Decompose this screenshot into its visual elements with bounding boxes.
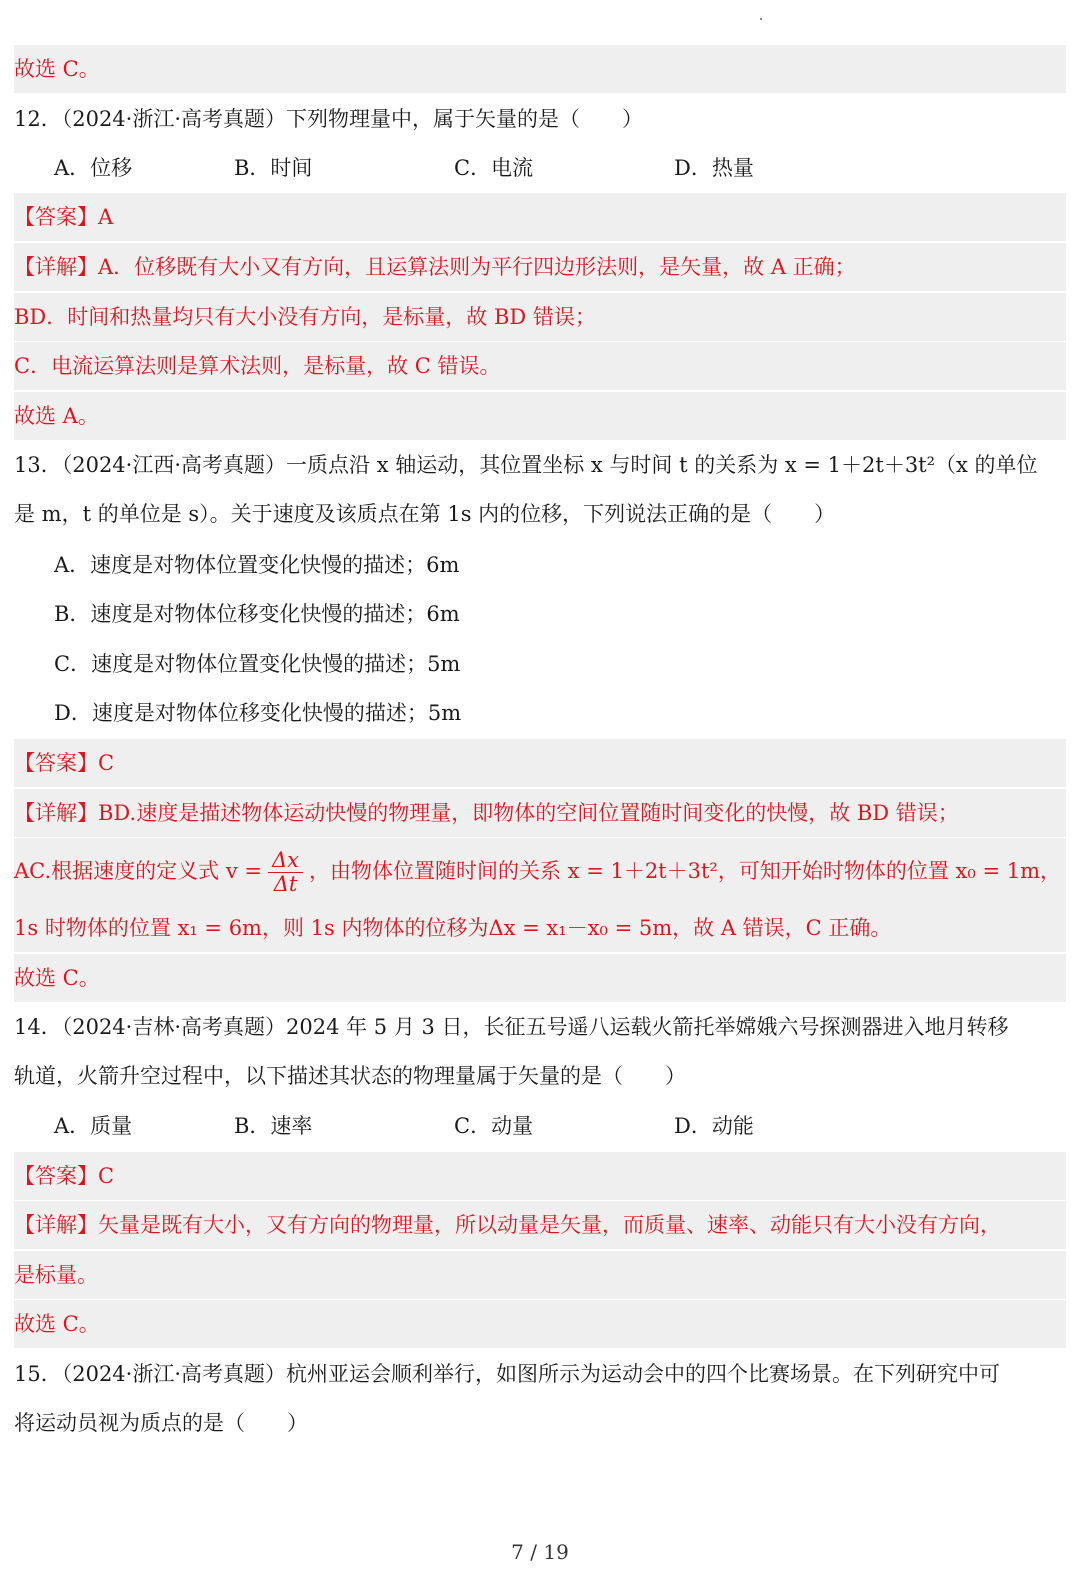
q14-option-d: D．动能 — [674, 1114, 754, 1138]
q13-conclusion: 故选 C。 — [14, 954, 1066, 1002]
page-number: 7 / 19 — [511, 1540, 569, 1564]
q13-explanation-3: 1s 时物体的位置 x₁ = 6m，则 1s 内物体的位移为Δx = x₁－x₀ = 5m，故 A 错误，C 正确。 — [14, 904, 1066, 952]
q13-explanation-2-suffix: ，由物体位置随时间的关系 x = 1＋2t＋3t²，可知开始时物体的位置 x₀ = 1m， — [309, 859, 1061, 883]
q14-answer: 【答案】C — [14, 1152, 1066, 1200]
q13-explanation-2-prefix: AC.根据速度的定义式 v = — [14, 859, 262, 883]
fraction-denominator: Δt — [273, 872, 298, 896]
q14-stem-line1: 14．（2024·吉林·高考真题）2024 年 5 月 3 日，长征五号遥八运载火箭托举嫦娥六号探测器进入地月转移 — [14, 1015, 1009, 1039]
q13-option-b: B．速度是对物体位移变化快慢的描述；6m — [54, 602, 460, 626]
q13-stem-line1: 13．（2024·江西·高考真题）一质点沿 x 轴运动，其位置坐标 x 与时间 t 的关系为 x = 1＋2t＋3t²（x 的单位 — [14, 453, 1038, 477]
q14-explanation-2: 是标量。 — [14, 1251, 1066, 1299]
q13-answer: 【答案】C — [14, 739, 1066, 787]
scan-dot — [760, 18, 762, 20]
q12-options — [14, 144, 1066, 192]
q12-conclusion: 故选 A。 — [14, 392, 1066, 440]
q14-stem-line2: 轨道，火箭升空过程中，以下描述其状态的物理量属于矢量的是（ ） — [14, 1064, 686, 1088]
q12-option-b: B．时间 — [234, 156, 313, 180]
q12-explanation-2: BD．时间和热量均只有大小没有方向，是标量，故 BD 错误； — [14, 293, 1066, 341]
q14-option-b: B．速率 — [234, 1114, 313, 1138]
q14-conclusion: 故选 C。 — [14, 1300, 1066, 1348]
q12-explanation-1: 【详解】A．位移既有大小又有方向，且运算法则为平行四边形法则，是矢量，故 A 正确； — [14, 243, 1066, 291]
q12-answer: 【答案】A — [14, 193, 1066, 241]
q15-stem-line2: 将运动员视为质点的是（ ） — [14, 1411, 308, 1435]
fraction-numerator: Δx — [268, 849, 303, 873]
q12-explanation-3: C．电流运算法则是算术法则，是标量，故 C 错误。 — [14, 342, 1066, 390]
q12-option-a: A．位移 — [54, 156, 133, 180]
q12-option-c: C．电流 — [454, 156, 534, 180]
q14-option-a: A．质量 — [54, 1114, 133, 1138]
q13-explanation-1: 【详解】BD.速度是描述物体运动快慢的物理量，即物体的空间位置随时间变化的快慢，故 BD 错误； — [14, 789, 1066, 837]
q13-option-c: C．速度是对物体位置变化快慢的描述；5m — [54, 652, 461, 676]
q13-explanation-2 — [14, 838, 1066, 904]
q13-stem-line2: 是 m，t 的单位是 s）。关于速度及该质点在第 1s 内的位移，下列说法正确的是（ ） — [14, 502, 836, 526]
q12-stem: 12．（2024·浙江·高考真题）下列物理量中，属于矢量的是（ ） — [14, 107, 644, 131]
q14-option-c: C．动量 — [454, 1114, 534, 1138]
q12-option-d: D．热量 — [674, 156, 754, 180]
velocity-fraction — [268, 849, 303, 896]
q13-option-a: A．速度是对物体位置变化快慢的描述；6m — [54, 553, 460, 577]
q14-options — [14, 1102, 1066, 1150]
q13-option-d: D．速度是对物体位移变化快慢的描述；5m — [54, 701, 462, 725]
q15-stem-line1: 15．（2024·浙江·高考真题）杭州亚运会顺利举行，如图所示为运动会中的四个比赛场景。在下列研究中可 — [14, 1362, 1001, 1386]
q14-explanation-1: 【详解】矢量是既有大小，又有方向的物理量，所以动量是矢量，而质量、速率、动能只有大小没有方向， — [14, 1201, 1066, 1249]
q11-conclusion: 故选 C。 — [14, 45, 1066, 93]
